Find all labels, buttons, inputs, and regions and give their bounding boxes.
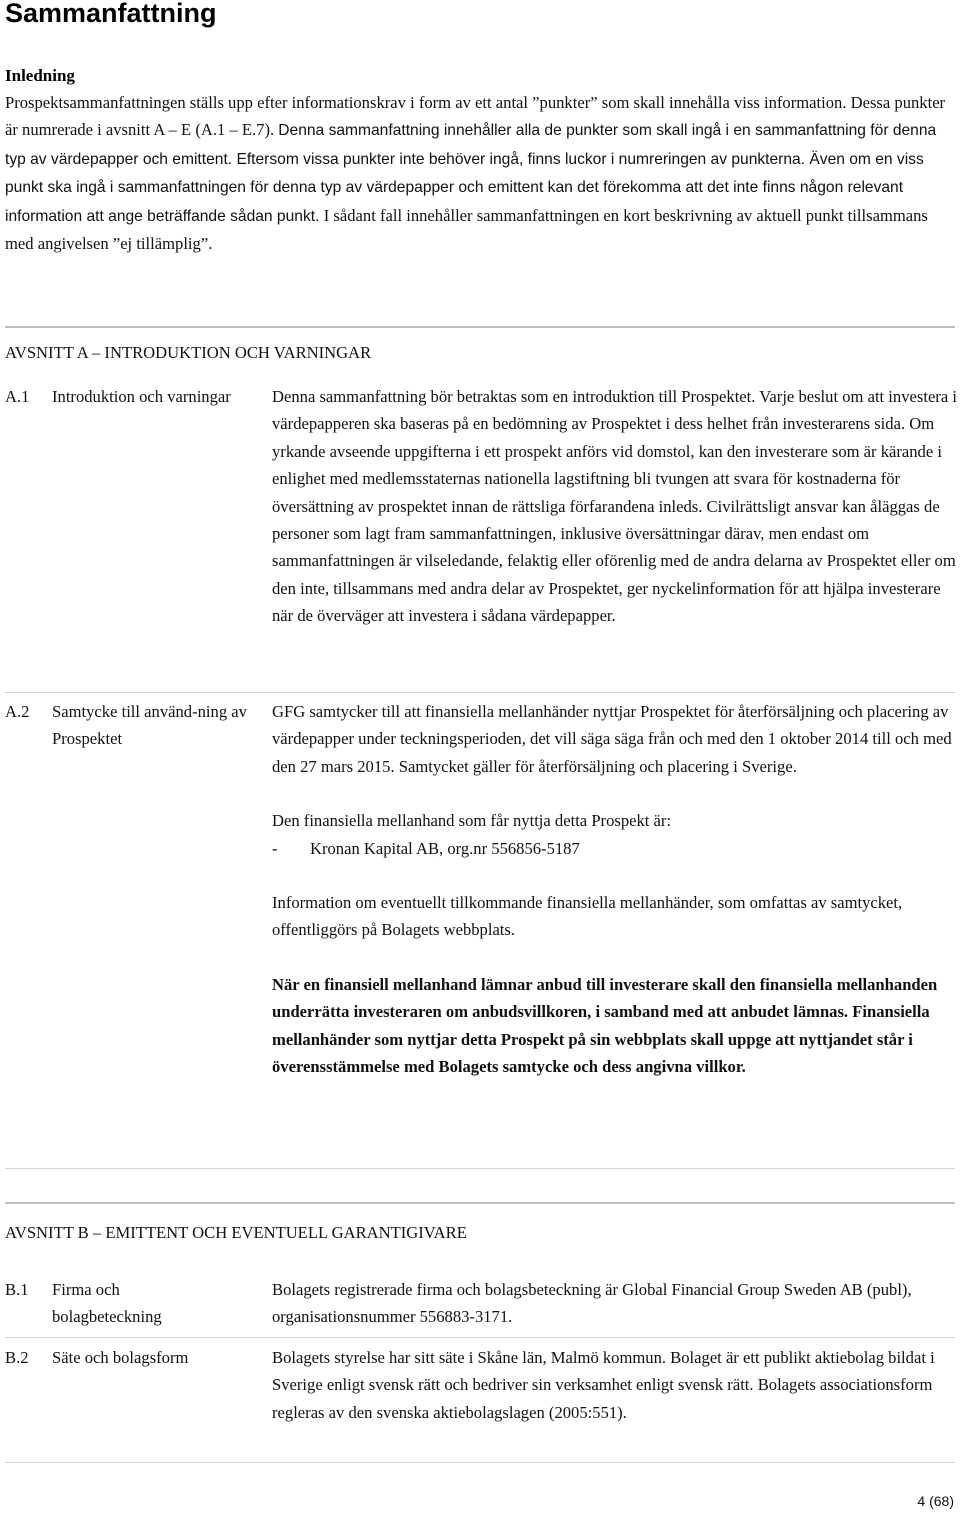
intro-text-2: Denna sammanfattning innehåller alla de punkter som skall ingå i en sammanfattning för denna typ av värdepapper och emittent. Eftersom vissa punkter inte behöver ingå, finns luckor i numreringen av punkterna. Även om en viss punkt ska ingå i sammanfattningen för denna typ av värdepapper och emittent kan det förekomma att det inte finns någon relevant information att ange beträffande sådan punkt. xyxy=(5,122,937,225)
item-text: Bolagets registrerade firma och bolagsbeteckning är Global Financial Group Sweden AB (publ), organisationsnummer 556883-3171. xyxy=(272,1280,912,1327)
intro-paragraph xyxy=(5,89,957,257)
item-label: Samtycke till använd-ning av Prospektet xyxy=(52,702,247,749)
section-divider xyxy=(5,326,955,328)
section-b-title: AVSNITT B – EMITTENT OCH EVENTUELL GARANTIGIVARE xyxy=(5,1223,467,1242)
list-dash: - xyxy=(272,838,278,858)
intro-text-3: I sådant fall innehåller sammanfattningen en kort beskrivning av aktuell punkt tillsammans med angivelsen ”ej tillämplig”. xyxy=(5,205,928,254)
item-text: Denna sammanfattning bör betraktas som en introduktion till Prospektet. Varje beslut om att investera i värdepapperen ska baseras på en bedömning av Prospektet i dess helhet från investerarens sida. Om yrkande avseende uppgifterna i ett prospekt anförs vid domstol, kan den investerare som är kärande i enlighet med medlemsstaternas nationella lagstiftning bli tvungen att svara för kostnaderna för översättning av prospektet innan de rättsliga förfarandena inleds. Civilrättsligt ansvar kan åläggas de personer som lagt fram sammanfattningen, inklusive översättningar därav, men endast om sammanfattningen är vilseledande, felaktig eller oförenlig med de andra delarna av Prospektet eller om den inte, tillsammans med andra delar av Prospektet, ger nyckelinformation för att hjälpa investerare när de överväger att investera i sådana värdepapper. xyxy=(272,387,957,626)
intermediary-obligation: När en finansiell mellanhand lämnar anbud till investerare skall den finansiella mellanhanden underrätta investeraren om anbudsvillkoren, i samband med att anbudet lämnas. Finansiella mellanhänder som nyttjar detta Prospekt på sin webbplats skall uppge att nyttjandet står i överensstämmelse med Bolagets samtycke och dess angivna villkor. xyxy=(272,974,938,1077)
item-code: B.1 xyxy=(5,1280,29,1299)
item-text xyxy=(272,698,960,1080)
row-divider xyxy=(5,1462,955,1463)
intro-heading: Inledning xyxy=(5,66,75,85)
item-code: A.1 xyxy=(5,387,30,406)
intro-text-1: Prospektsammanfattningen ställs upp efter informationskrav i form av ett antal ”punkter” som skall innehålla viss information. Dessa punkter är numrerade i avsnitt A – E (A.1 – E.7). xyxy=(5,93,946,140)
intermediary-name: Kronan Kapital AB, org.nr 556856-5187 xyxy=(310,838,580,858)
section-a-title: AVSNITT A – INTRODUKTION OCH VARNINGAR xyxy=(5,343,372,362)
intermediary-intro: Den finansiella mellanhand som får nyttja detta Prospekt är: xyxy=(272,811,672,831)
consent-text: GFG samtycker till att finansiella mellanhänder nyttjar Prospektet för återförsäljning och placering av värdepapper under teckningsperioden, det vill säga säga från och med den 1 oktober 2014 till och med den 27 mars 2015. Samtycket gäller för återförsäljning och placering i Sverige. xyxy=(272,702,952,776)
row-divider xyxy=(5,692,955,693)
row-divider xyxy=(5,1337,955,1338)
page-title: Sammanfattning xyxy=(5,0,217,28)
additional-info: Information om eventuellt tillkommande finansiella mellanhänder, som omfattas av samtycket, offentliggörs på Bolagets webbplats. xyxy=(272,893,903,940)
page-number: 4 (68) xyxy=(917,1493,954,1509)
item-code: B.2 xyxy=(5,1348,29,1367)
item-label: Introduktion och varningar xyxy=(52,387,231,406)
item-text: Bolagets styrelse har sitt säte i Skåne län, Malmö kommun. Bolaget är ett publikt aktiebolag bildat i Sverige enligt svensk rätt och bedriver sin verksamhet enligt svensk rätt. Bolagets associationsform regleras av den svenska aktiebolagslagen (2005:551). xyxy=(272,1348,935,1422)
item-code: A.2 xyxy=(5,702,30,721)
row-divider xyxy=(5,1168,955,1169)
section-divider xyxy=(5,1202,955,1204)
item-label: Firma och bolagbeteckning xyxy=(52,1280,162,1327)
intermediary-item xyxy=(272,835,960,862)
item-label: Säte och bolagsform xyxy=(52,1348,189,1367)
